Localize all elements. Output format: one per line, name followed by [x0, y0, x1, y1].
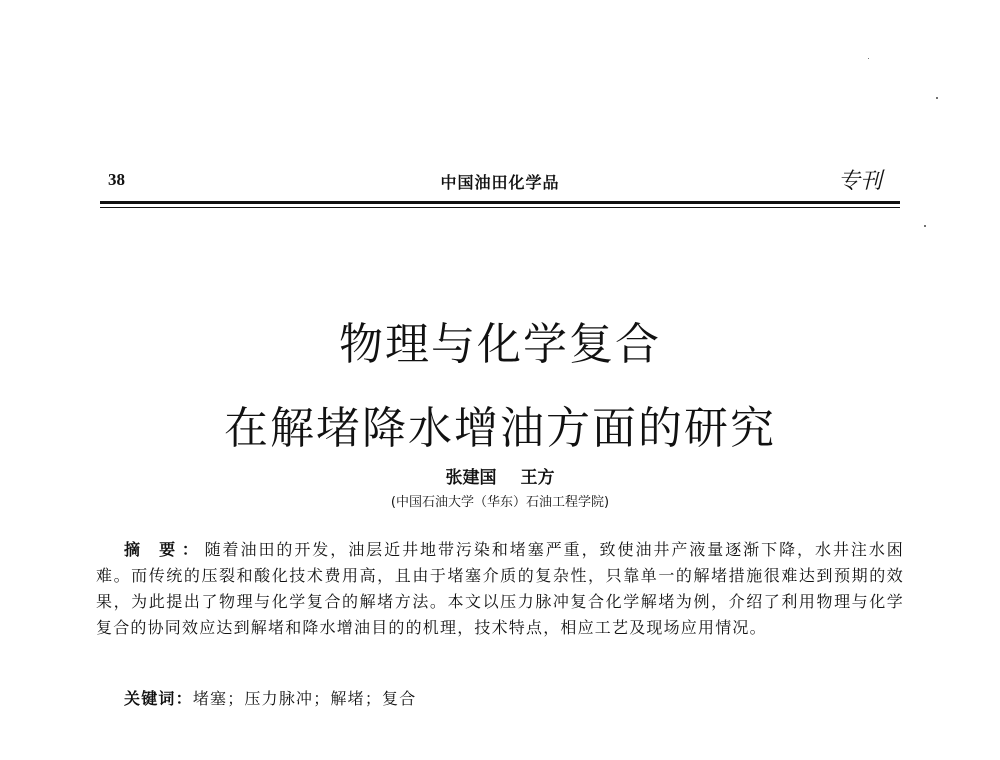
article-title-line2: 在解堵降水增油方面的研究: [224, 403, 776, 455]
abstract-text: 随着油田的开发，油层近井地带污染和堵塞严重，致使油井产液量逐渐下降，水井注水困难。而传统的压裂和酸化技术费用高，且由于堵塞介质的复杂性，只靠单一的解堵措施很难达到预期的效果，为此提出了物理与化学复合的解堵方法。本文以压力脉冲复合化学解堵为例，介绍了利用物理与化学复合的协同效应达到解堵和降水增油目的的机理，技术特点，相应工艺及现场应用情况。: [96, 540, 904, 637]
issue-label: 专刊: [838, 169, 883, 194]
article-title-line1: 物理与化学复合: [339, 319, 661, 371]
page-number: 38: [108, 170, 125, 189]
journal-name: 中国油田化学品: [440, 173, 560, 192]
abstract-label: 摘 要：: [124, 540, 205, 559]
scan-speck: [924, 225, 926, 227]
scan-speck: [936, 97, 938, 99]
scan-speck: [868, 58, 869, 59]
abstract: [96, 537, 904, 641]
authors: 张建国 王方: [445, 468, 555, 488]
affiliation: (中国石油大学（华东）石油工程学院): [390, 495, 610, 510]
keywords-label: 关键词：: [124, 689, 193, 708]
keywords: [96, 686, 904, 712]
header-rule-thin: [100, 207, 900, 208]
header-rule-thick: [100, 201, 900, 204]
keywords-text: 堵塞；压力脉冲；解堵；复合: [192, 689, 417, 708]
